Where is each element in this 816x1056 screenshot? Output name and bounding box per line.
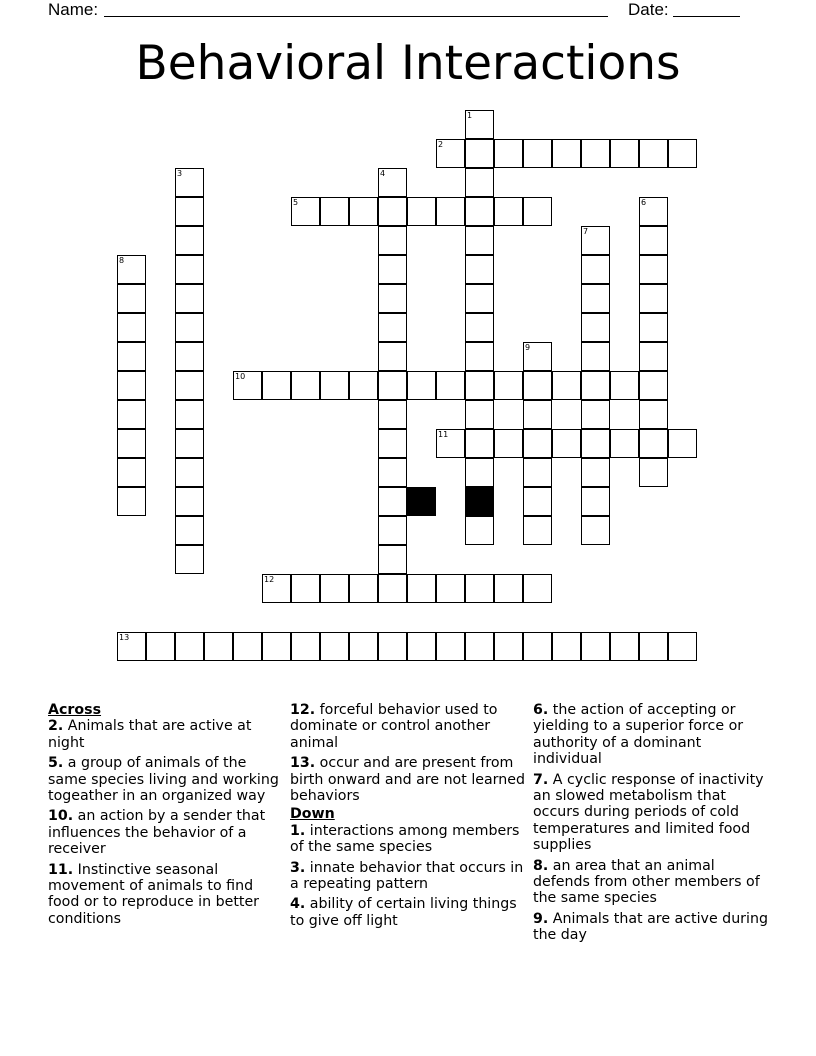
- clue-text: A cyclic response of inactivity an slowed metabolism that occurs during periods of cold temperatures and limited food supplies: [533, 771, 764, 854]
- grid-cell[interactable]: [523, 400, 552, 429]
- grid-cell[interactable]: [117, 255, 146, 284]
- clue-text: interactions among members of the same species: [290, 822, 520, 856]
- grid-cell[interactable]: [378, 197, 407, 226]
- clue-number: 13.: [290, 755, 316, 772]
- clue-number: 5.: [48, 755, 64, 772]
- grid-cell[interactable]: [465, 197, 494, 226]
- grid-cell[interactable]: [291, 371, 320, 400]
- grid-cell[interactable]: [610, 371, 639, 400]
- name-label: Name:: [48, 0, 99, 19]
- grid-cell[interactable]: [117, 342, 146, 371]
- grid-cell[interactable]: [436, 139, 465, 168]
- grid-cell[interactable]: [523, 197, 552, 226]
- grid-cell[interactable]: [378, 487, 407, 516]
- grid-cell[interactable]: [639, 255, 668, 284]
- grid-cell[interactable]: [349, 371, 378, 400]
- header: [0, 0, 816, 24]
- grid-cell[interactable]: [175, 545, 204, 574]
- grid-cell[interactable]: [175, 284, 204, 313]
- grid-cell[interactable]: [146, 632, 175, 661]
- clue-number: 2.: [48, 718, 64, 735]
- grid-cell[interactable]: [581, 516, 610, 545]
- grid-cell[interactable]: [465, 313, 494, 342]
- grid-cell[interactable]: [523, 342, 552, 371]
- grid-cell[interactable]: [581, 284, 610, 313]
- grid-cell[interactable]: [494, 371, 523, 400]
- grid-cell[interactable]: [378, 284, 407, 313]
- grid-cell[interactable]: [465, 516, 494, 545]
- clue-number: 3.: [290, 859, 306, 876]
- grid-cell[interactable]: [378, 168, 407, 197]
- grid-cell[interactable]: [610, 429, 639, 458]
- grid-cell[interactable]: [581, 371, 610, 400]
- grid-cell[interactable]: [175, 458, 204, 487]
- grid-cell[interactable]: [349, 632, 378, 661]
- grid-cell[interactable]: [378, 429, 407, 458]
- grid-cell[interactable]: [465, 226, 494, 255]
- grid-cell-black: [407, 487, 436, 516]
- grid-cell[interactable]: [523, 632, 552, 661]
- grid-cell[interactable]: [639, 429, 668, 458]
- grid-cell[interactable]: [668, 139, 697, 168]
- clue-number: 12.: [290, 702, 316, 718]
- grid-cell[interactable]: [262, 632, 291, 661]
- clue-number: 7.: [533, 771, 549, 788]
- grid-cell-black: [465, 487, 494, 516]
- grid-cell[interactable]: [378, 371, 407, 400]
- grid-cell[interactable]: [436, 371, 465, 400]
- grid-cell[interactable]: [175, 168, 204, 197]
- cell-number: 5: [293, 198, 299, 207]
- grid-cell[interactable]: [175, 632, 204, 661]
- grid-cell[interactable]: [523, 516, 552, 545]
- clue-number: 6.: [533, 702, 549, 718]
- cell-number: 9: [525, 343, 531, 352]
- grid-cell[interactable]: [581, 458, 610, 487]
- grid-cell[interactable]: [523, 574, 552, 603]
- grid-cell[interactable]: [175, 226, 204, 255]
- grid-cell[interactable]: [465, 574, 494, 603]
- cell-number: 12: [264, 575, 275, 584]
- clue-down-3: [290, 860, 530, 893]
- grid-cell[interactable]: [465, 139, 494, 168]
- clue-across-10: [48, 808, 283, 857]
- grid-cell[interactable]: [175, 197, 204, 226]
- grid-cell[interactable]: [436, 429, 465, 458]
- cell-number: 13: [119, 633, 130, 642]
- clues-column-1: [48, 702, 283, 931]
- clue-number: 11.: [48, 861, 74, 878]
- grid-cell[interactable]: [291, 632, 320, 661]
- clue-text: a group of animals of the same species living and working togeather in an organized way: [48, 755, 279, 805]
- clue-text: the action of accepting or yielding to a superior force or authority of a dominant individual: [533, 702, 744, 768]
- grid-cell[interactable]: [465, 371, 494, 400]
- grid-cell[interactable]: [320, 197, 349, 226]
- clue-down-4: [290, 896, 530, 929]
- grid-cell[interactable]: [552, 632, 581, 661]
- grid-cell[interactable]: [233, 371, 262, 400]
- grid-cell[interactable]: [581, 342, 610, 371]
- crossword-grid: [117, 110, 701, 666]
- cell-number: 2: [438, 140, 444, 149]
- grid-cell[interactable]: [494, 139, 523, 168]
- grid-cell[interactable]: [639, 342, 668, 371]
- grid-cell[interactable]: [233, 632, 262, 661]
- clue-number: 9.: [533, 910, 549, 927]
- grid-cell[interactable]: [639, 313, 668, 342]
- grid-cell[interactable]: [378, 632, 407, 661]
- grid-cell[interactable]: [668, 429, 697, 458]
- grid-cell[interactable]: [465, 168, 494, 197]
- clue-across-2: [48, 718, 283, 751]
- grid-cell[interactable]: [581, 429, 610, 458]
- grid-cell[interactable]: [552, 429, 581, 458]
- clue-across-12: [290, 702, 530, 751]
- grid-cell[interactable]: [465, 284, 494, 313]
- grid-cell[interactable]: [349, 197, 378, 226]
- clue-text: an action by a sender that influences the behavior of a receiver: [48, 808, 266, 858]
- grid-cell[interactable]: [320, 574, 349, 603]
- clue-number: 8.: [533, 857, 549, 874]
- grid-cell[interactable]: [465, 632, 494, 661]
- across-heading: Across: [48, 702, 102, 718]
- grid-cell[interactable]: [175, 255, 204, 284]
- grid-cell[interactable]: [320, 632, 349, 661]
- grid-cell[interactable]: [668, 632, 697, 661]
- grid-cell[interactable]: [175, 487, 204, 516]
- grid-cell[interactable]: [436, 197, 465, 226]
- grid-cell[interactable]: [291, 197, 320, 226]
- clue-text: forceful behavior used to dominate or control another animal: [290, 702, 498, 751]
- grid-cell[interactable]: [117, 487, 146, 516]
- grid-cell[interactable]: [175, 313, 204, 342]
- clue-text: Instinctive seasonal movement of animals to find food or to reproduce in better conditions: [48, 861, 260, 927]
- grid-cell[interactable]: [523, 429, 552, 458]
- grid-cell[interactable]: [639, 284, 668, 313]
- grid-cell[interactable]: [175, 516, 204, 545]
- grid-cell[interactable]: [581, 632, 610, 661]
- clue-text: Animals that are active at night: [48, 718, 252, 751]
- clue-down-9: [533, 911, 773, 944]
- grid-cell[interactable]: [494, 632, 523, 661]
- cell-number: 3: [177, 169, 183, 178]
- clue-down-7: [533, 772, 773, 854]
- grid-cell[interactable]: [581, 226, 610, 255]
- clue-text: innate behavior that occurs in a repeating pattern: [290, 859, 524, 893]
- grid-cell[interactable]: [494, 574, 523, 603]
- down-heading: Down: [290, 806, 335, 823]
- grid-cell[interactable]: [436, 574, 465, 603]
- grid-cell[interactable]: [407, 197, 436, 226]
- clues-column-3: [533, 702, 773, 948]
- grid-cell[interactable]: [523, 139, 552, 168]
- clue-across-5: [48, 755, 283, 804]
- grid-cell[interactable]: [581, 139, 610, 168]
- grid-cell[interactable]: [436, 632, 465, 661]
- grid-cell[interactable]: [262, 574, 291, 603]
- grid-cell[interactable]: [639, 139, 668, 168]
- grid-cell[interactable]: [117, 458, 146, 487]
- grid-cell[interactable]: [581, 255, 610, 284]
- grid-cell[interactable]: [465, 110, 494, 139]
- grid-cell[interactable]: [378, 458, 407, 487]
- grid-cell[interactable]: [175, 342, 204, 371]
- grid-cell[interactable]: [117, 400, 146, 429]
- grid-cell[interactable]: [378, 400, 407, 429]
- grid-cell[interactable]: [523, 371, 552, 400]
- clue-text: occur and are present from birth onward and are not learned behaviors: [290, 755, 525, 805]
- grid-cell[interactable]: [117, 371, 146, 400]
- grid-cell[interactable]: [610, 632, 639, 661]
- grid-cell[interactable]: [465, 429, 494, 458]
- grid-cell[interactable]: [465, 458, 494, 487]
- grid-cell[interactable]: [639, 226, 668, 255]
- cell-number: 7: [583, 227, 589, 236]
- grid-cell[interactable]: [378, 226, 407, 255]
- grid-cell[interactable]: [581, 400, 610, 429]
- grid-cell[interactable]: [581, 313, 610, 342]
- cell-number: 10: [235, 372, 246, 381]
- grid-cell[interactable]: [175, 400, 204, 429]
- clues-column-2: [290, 702, 530, 933]
- grid-cell[interactable]: [465, 255, 494, 284]
- grid-cell[interactable]: [117, 429, 146, 458]
- cell-number: 11: [438, 430, 449, 439]
- grid-cell[interactable]: [378, 516, 407, 545]
- grid-cell[interactable]: [378, 313, 407, 342]
- clue-across-11: [48, 862, 283, 928]
- name-line[interactable]: [104, 16, 608, 17]
- grid-cell[interactable]: [639, 632, 668, 661]
- cell-number: 6: [641, 198, 647, 207]
- grid-cell[interactable]: [204, 632, 233, 661]
- grid-cell[interactable]: [175, 371, 204, 400]
- grid-cell[interactable]: [552, 139, 581, 168]
- grid-cell[interactable]: [349, 574, 378, 603]
- clue-across-13: [290, 755, 530, 804]
- clue-text: Animals that are active during the day: [533, 910, 768, 944]
- grid-cell[interactable]: [378, 574, 407, 603]
- grid-cell[interactable]: [639, 458, 668, 487]
- clue-number: 4.: [290, 896, 306, 913]
- grid-cell[interactable]: [581, 487, 610, 516]
- grid-cell[interactable]: [639, 197, 668, 226]
- grid-cell[interactable]: [494, 429, 523, 458]
- grid-cell[interactable]: [291, 574, 320, 603]
- page-title: Behavioral Interactions: [135, 36, 681, 91]
- grid-cell[interactable]: [117, 284, 146, 313]
- date-line[interactable]: [673, 16, 740, 17]
- grid-cell[interactable]: [639, 400, 668, 429]
- grid-cell[interactable]: [407, 632, 436, 661]
- clue-text: an area that an animal defends from other members of the same species: [533, 857, 760, 907]
- grid-cell[interactable]: [378, 342, 407, 371]
- grid-cell[interactable]: [494, 197, 523, 226]
- clue-text: ability of certain living things to give off light: [290, 896, 517, 929]
- grid-cell[interactable]: [610, 139, 639, 168]
- grid-cell[interactable]: [117, 313, 146, 342]
- clue-number: 1.: [290, 822, 306, 839]
- cell-number: 1: [467, 111, 473, 120]
- grid-cell[interactable]: [465, 342, 494, 371]
- grid-cell[interactable]: [465, 400, 494, 429]
- clue-down-8: [533, 858, 773, 907]
- grid-cell[interactable]: [407, 371, 436, 400]
- grid-cell[interactable]: [378, 255, 407, 284]
- cell-number: 8: [119, 256, 125, 265]
- grid-cell[interactable]: [407, 574, 436, 603]
- grid-cell[interactable]: [262, 371, 291, 400]
- clue-number: 10.: [48, 808, 74, 825]
- grid-cell[interactable]: [552, 371, 581, 400]
- grid-cell[interactable]: [117, 632, 146, 661]
- grid-cell[interactable]: [320, 371, 349, 400]
- grid-cell[interactable]: [523, 458, 552, 487]
- grid-cell[interactable]: [523, 487, 552, 516]
- clue-down-6: [533, 702, 773, 768]
- cell-number: 4: [380, 169, 386, 178]
- grid-cell[interactable]: [378, 545, 407, 574]
- grid-cell[interactable]: [639, 371, 668, 400]
- grid-cell[interactable]: [175, 429, 204, 458]
- clue-down-1: [290, 823, 530, 856]
- date-label: Date:: [628, 0, 669, 19]
